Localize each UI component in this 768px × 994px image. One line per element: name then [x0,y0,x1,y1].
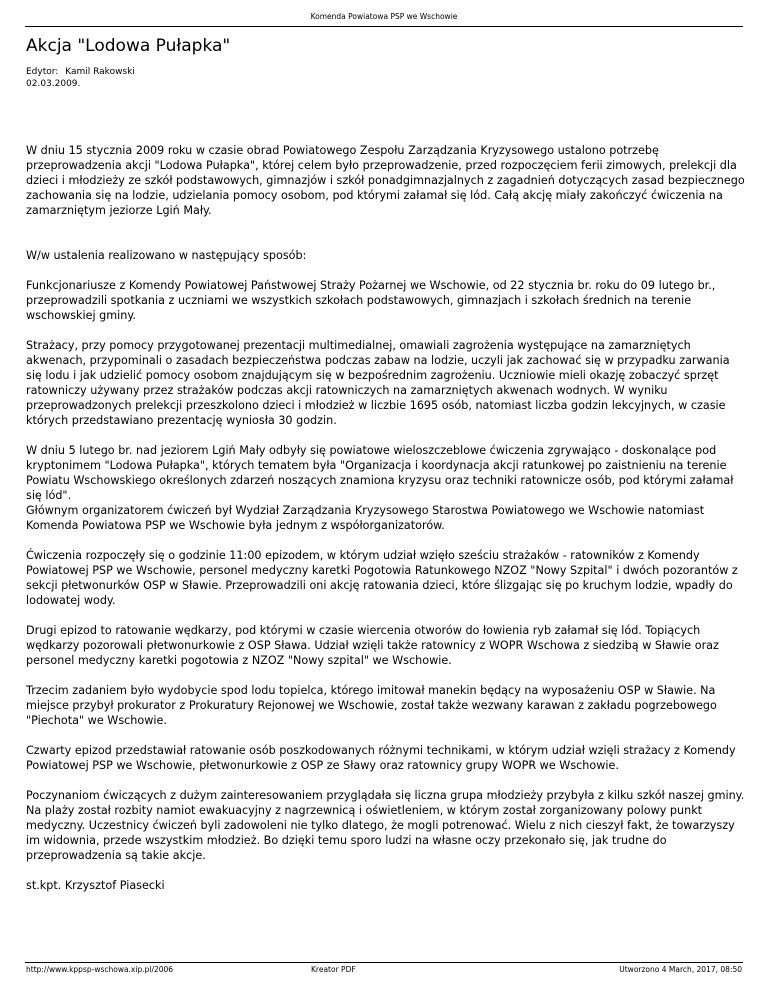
article-date: 02.03.2009. [26,79,81,89]
article-title: Akcja "Lodowa Pułapka" [26,36,231,56]
paragraph-episode-3: Trzecim zadaniem było wydobycie spod lodu topielca, którego imitował manekin będący na wyposażeniu OSP w Sławie. Na miejsce przybył prokurator z Prokuratury Rejonowej we Wschowie, został także wezwany karawan z zakładu pogrzebowego "Piechota" we Wschowie. [26,684,717,727]
paragraph-school-meetings: Funkcjonariusze z Komendy Powiatowej Państwowej Straży Pożarnej we Wschowie, od 22 stycznia br. roku do 09 lutego br., przeprowadzili spotkania z uczniami we wszystkich szkołach podstawowych, gimnazjach i szkołach średnich na terenie wschowskiej gminy. [26,279,716,322]
editor-line [26,66,135,78]
header-site-name: Komenda Powiatowa PSP we Wschowie [310,12,458,21]
article-meta [26,66,135,90]
paragraph-exercise: W dniu 5 lutego br. nad jeziorem Lgiń Mały odbyły się powiatowe wieloszczeblowe ćwiczenia zgrywająco - doskonalące pod kryptonimem "Lodowa Pułapka", których tematem była "Organizacja i koordynacja akcji ratunkowej po zaistnieniu na terenie Powiatu Wschowskiego określonych zdarzeń noszących znamiona kryzysu oraz techniki ratownicze osób, pod którymi załamał się lód". [26,444,734,502]
footer-created-date: Utworzono 4 March, 2017, 08:50 [619,965,742,974]
paragraph-presentations: Strażacy, przy pomocy przygotowanej prezentacji multimedialnej, omawiali zagrożenia występujące na zamarzniętych akwenach, przypominali o zasadach bezpieczeństwa podczas zabaw na lodzie, uczyli jak zachować się w przypadku zarwania się lodu i jak udzielić pomocy osobom znajdującym się w bezpośrednim zagrożeniu. Uczniowie mieli okazję zobaczyć sprzęt ratowniczy używany przez strażaków podczas akcji ratowniczych na zamarzniętych akwenach wodnych. W wyniku przeprowadzonych prelekcji przeszkolono dzieci i młodzież w liczbie 1695 osób, natomiast liczba godzin lekcyjnych, w czasie których przedstawiano prezentację wyniosła 30 godzin. [26,339,730,427]
paragraph-exercise-group [26,443,746,533]
paragraph-organizers: Głównym organizatorem ćwiczeń był Wydział Zarządzania Kryzysowego Starostwa Powiatowego we Wschowie natomiast Komenda Powiatowa PSP we Wschowie była jednym z współorganizatorów. [26,504,705,532]
page-footer [25,962,743,977]
paragraph-intro: W dniu 15 stycznia 2009 roku w czasie obrad Powiatowego Zespołu Zarządzania Kryzysowego ustalono potrzebę przeprowadzenia akcji "Lodowa Pułapka", której celem było przeprowadzenie, przed rozpoczęciem ferii zimowych, prelekcji dla dzieci i młodzieży ze szkół podstawowych, gimnazjów i szkół ponadgimnazjalnych z zagadnień dotyczących zasad bezpiecznego zachowania się na lodzie, udzielania pomocy osobom, pod którymi załamał się lód. Całą akcję miały zakończyć ćwiczenia na zamarzniętym jeziorze Lgiń Mały. [26,144,745,217]
paragraph-spectators: Poczynaniom ćwiczących z dużym zainteresowaniem przyglądała się liczna grupa młodzieży przybyła z kilku szkół naszej gminy. Na plaży został rozbity namiot ewakuacyjny z nagrzewnicą i oświetleniem, w którym został zorganizowany polowy punkt medyczny. Uczestnicy ćwiczeń byli zadowoleni nie tylko dlatego, że mogli potrenować. Wielu z nich cieszył fakt, że towarzyszy im widownia, przede wszystkim młodzież. Bo dzięki temu sporo ludzi na własne oczy przekonało się, jak trudne do przeprowadzenia są takie akcje. [26,789,745,862]
paragraph-episode-1: Ćwiczenia rozpoczęły się o godzinie 11:00 epizodem, w którym udział wzięło sześciu strażaków - ratowników z Komendy Powiatowej PSP we Wschowie, personel medyczny karetki Pogotowia Ratunkowego NZOZ "Nowy Szpital" i dwóch pozorantów z sekcji płetwonurków OSP w Sławie. Przeprowadzili oni akcję ratowania dzieci, które ślizgając się po kruchym lodzie, wpadły do lodowatej wody. [26,549,738,607]
article-author: st.kpt. Krzysztof Piasecki [26,879,165,892]
page-header [25,10,743,27]
paragraph-episode-4: Czwarty epizod przedstawiał ratowanie osób poszkodowanych różnymi technikami, w którym udział wzięli strażacy z Komendy Powiatowej PSP we Wschowie, płetwonurkowie z OSP ze Sławy oraz ratownicy grupy WOPR we Wschowie. [26,744,736,772]
editor-label: Edytor: [26,67,59,77]
footer-url-link[interactable]: http://www.kppsp-wschowa.xip.pl/2006 [26,965,174,974]
paragraph-episode-2: Drugi epizod to ratowanie wędkarzy, pod którymi w czasie wiercenia otworów do łowienia ryb załamał się lód. Topiących wędkarzy pozorowali płetwonurkowie z OSP Sława. Udział wzięli także ratownicy z WOPR Wschowa z siedzibą w Sławie oraz personel medyczny karetki pogotowia z NZOZ "Nowy szpital" we Wschowie. [26,624,719,667]
paragraph-summary-lead: W/w ustalenia realizowano w następujący sposób: [26,249,307,262]
footer-generator: Kreator PDF [311,965,356,974]
editor-name: Kamil Rakowski [65,67,135,77]
article-body [26,143,746,893]
